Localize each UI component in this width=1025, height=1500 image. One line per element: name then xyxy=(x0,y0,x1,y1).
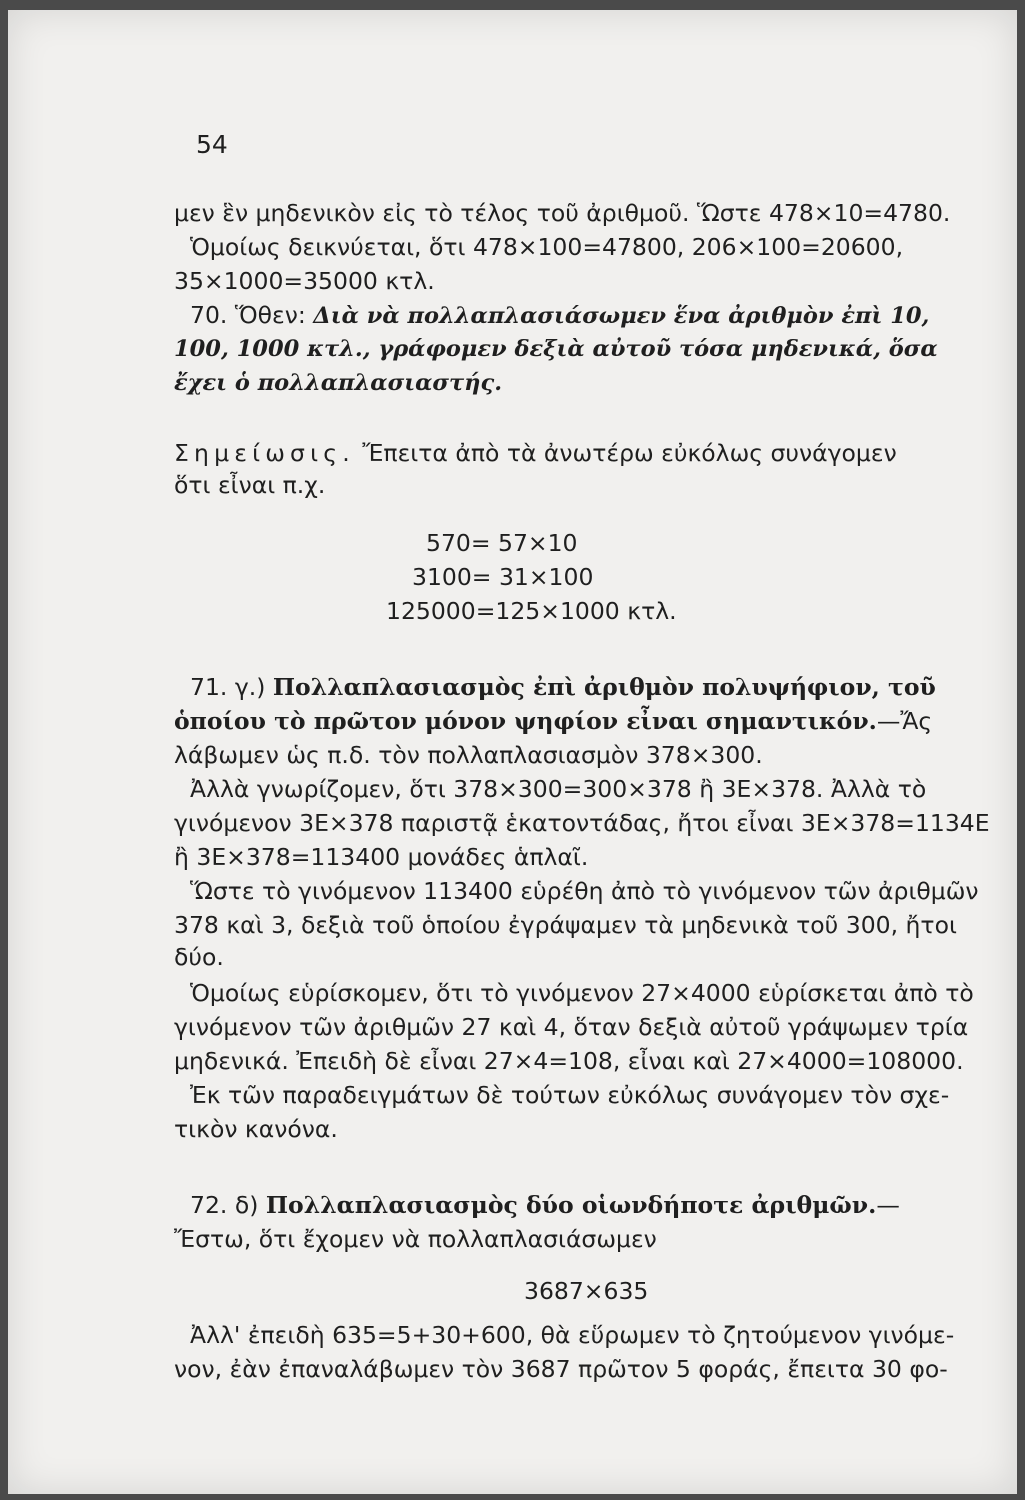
text-line: Ὥστε τὸ γινόμενον 113400 εὑρέθη ἀπὸ τὸ γινόμενον τῶν ἀριθμῶν xyxy=(190,877,979,905)
note-line xyxy=(174,438,897,468)
note-heading: Σημείωσις. xyxy=(174,439,355,467)
text-line: Ἀλλ' ἐπειδὴ 635=5+30+600, θὰ εὕρωμεν τὸ ζητούμενον γινόμε- xyxy=(190,1321,955,1349)
text-line: λάβωμεν ὡς π.δ. τὸν πολλαπλασιασμὸν 378×300. xyxy=(174,741,763,769)
text-line: Ἐκ τῶν παραδειγμάτων δὲ τούτων εὐκόλως συνάγομεν τὸν σχε- xyxy=(190,1081,950,1109)
text-line: Ὁμοίως δεικνύεται, ὅτι 478×100=47800, 206×100=20600, xyxy=(190,233,904,261)
rule-text: 100, 1000 κτλ., γράφομεν δεξιὰ αὐτοῦ τόσα μηδενικά, ὅσα xyxy=(174,336,938,362)
equation: 3100= 31×100 xyxy=(412,563,594,591)
section-heading xyxy=(190,1190,900,1220)
equation: 570= 57×10 xyxy=(426,529,578,557)
section-number: 70. Ὅθεν: xyxy=(190,301,314,329)
text-line: μεν ἓν μηδενικὸν εἰς τὸ τέλος τοῦ ἀριθμοῦ. Ὥστε 478×10=4780. xyxy=(174,199,951,227)
equation: 3687×635 xyxy=(524,1277,649,1305)
text-line: μηδενικά. Ἐπειδὴ δὲ εἶναι 27×4=108, εἶναι καὶ 27×4000=108000. xyxy=(174,1047,964,1075)
text-line: γινόμενον τῶν ἀριθμῶν 27 καὶ 4, ὅταν δεξιὰ αὐτοῦ γράψωμεν τρία xyxy=(174,1013,969,1041)
section-title: Πολλαπλασιασμὸς δύο οἱωνδήποτε ἀριθμῶν. xyxy=(265,1191,877,1219)
text-line: Ἔστω, ὅτι ἔχομεν νὰ πολλαπλασιάσωμεν xyxy=(174,1225,657,1253)
section-number: 71. γ.) xyxy=(190,673,273,701)
text-line: γινόμενον 3Ε×378 παριστᾷ ἑκατοντάδας, ἤτοι εἶναι 3Ε×378=1134Ε xyxy=(174,809,990,837)
section-title: ὁποίου τὸ πρῶτον μόνον ψηφίον εἶναι σημαντικόν. xyxy=(174,707,877,735)
section-heading xyxy=(190,672,936,702)
text-line: νον, ἐὰν ἐπαναλάβωμεν τὸν 3687 πρῶτον 5 φοράς, ἔπειτα 30 φο- xyxy=(174,1355,948,1383)
rule-text: ἔχει ὁ πολλαπλασιαστής. xyxy=(174,370,503,396)
section-title: Πολλαπλασιασμὸς ἐπὶ ἀριθμὸν πολυψήφιον, τοῦ xyxy=(272,673,936,701)
text-line: ἢ 3Ε×378=113400 μονάδες ἁπλαῖ. xyxy=(174,843,589,871)
section-number: 72. δ) xyxy=(190,1191,266,1219)
text-line: —Ἄς xyxy=(876,707,933,735)
rule-text: Διὰ νὰ πολλαπλασιάσωμεν ἕνα ἀριθμὸν ἐπὶ 10, xyxy=(313,303,930,329)
text-line: Ἀλλὰ γνωρίζομεν, ὅτι 378×300=300×378 ἢ 3Ε×378. Ἀλλὰ τὸ xyxy=(190,775,927,803)
rule-line xyxy=(190,300,929,331)
text-line: 378 καὶ 3, δεξιὰ τοῦ ὁποίου ἐγράψαμεν τὰ μηδενικὰ τοῦ 300, ἤτοι xyxy=(174,911,957,939)
text-line: τικὸν κανόνα. xyxy=(174,1115,338,1143)
text-line: δύο. xyxy=(174,943,224,971)
section-heading xyxy=(174,706,932,736)
text-line: 35×1000=35000 κτλ. xyxy=(174,267,435,295)
text-line: Ὁμοίως εὑρίσκομεν, ὅτι τὸ γινόμενον 27×4000 εὑρίσκεται ἀπὸ τὸ xyxy=(190,979,974,1007)
equation: 125000=125×1000 κτλ. xyxy=(386,597,677,625)
note-text: Ἔπειτα ἀπὸ τὰ ἀνωτέρω εὐκόλως συνάγομεν xyxy=(354,439,897,467)
book-page xyxy=(8,10,1017,1494)
text-line: — xyxy=(876,1191,900,1219)
text-line: ὅτι εἶναι π.χ. xyxy=(174,471,326,499)
page-number: 54 xyxy=(196,130,228,159)
